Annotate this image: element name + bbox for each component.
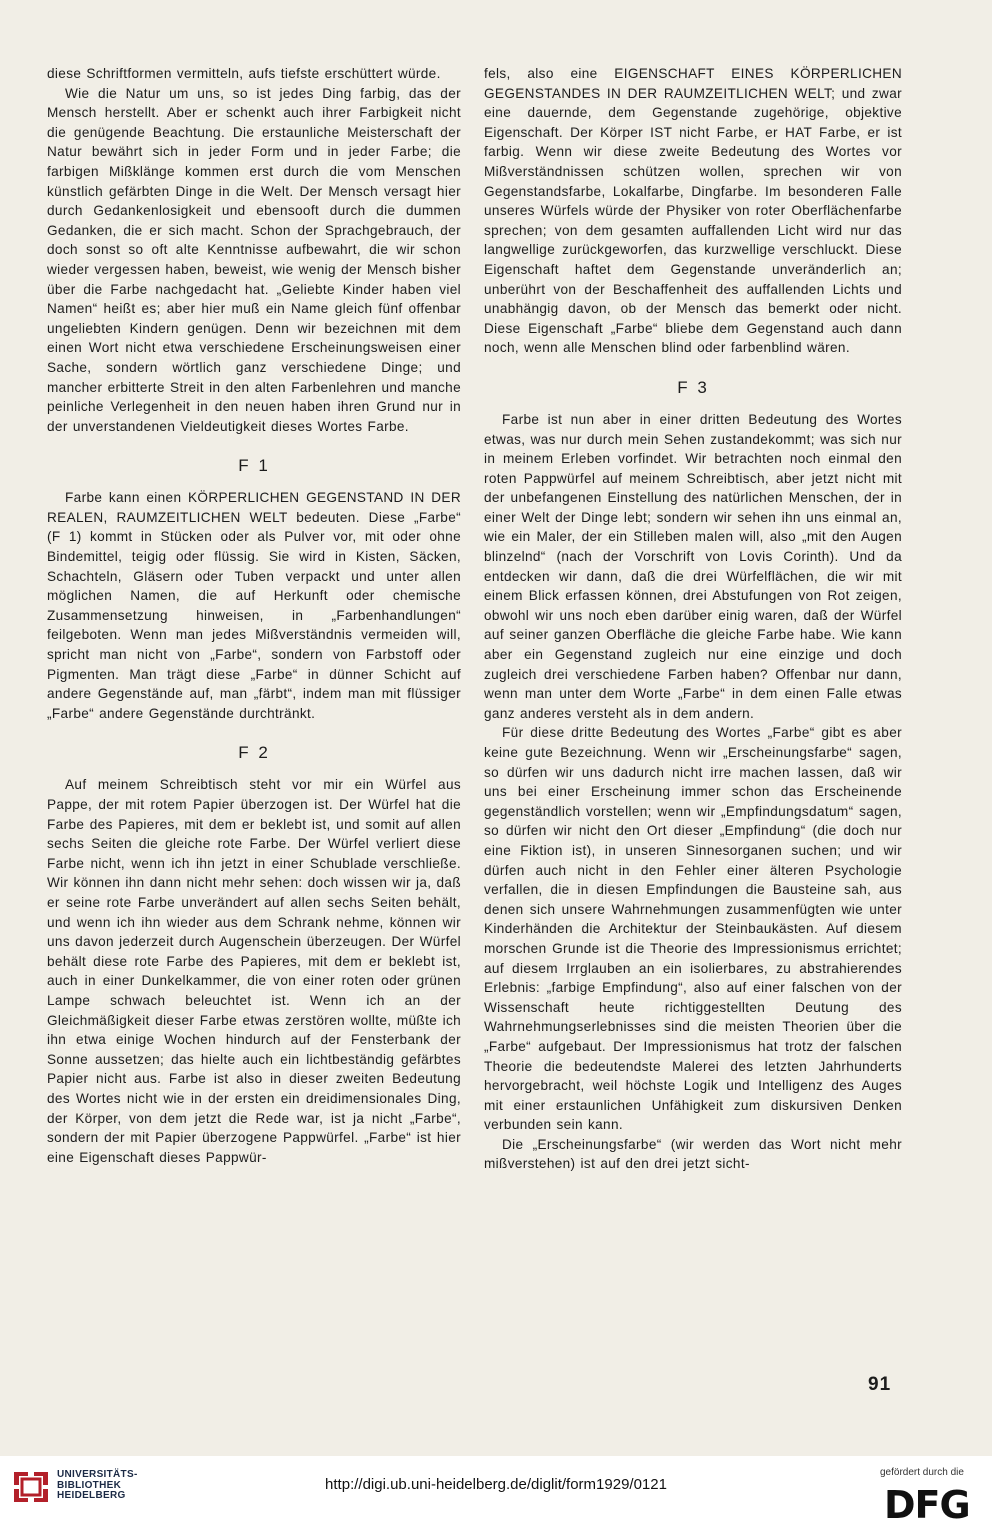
dfg-logo: DFG <box>884 1483 970 1527</box>
source-url-link[interactable]: http://digi.ub.uni-heidelberg.de/diglit/form1929/0121 <box>325 1476 667 1493</box>
right-paragraph-1: fels, also eine EIGENSCHAFT EINES KÖRPERLICHEN GEGENSTANDES IN DER RAUMZEITLICHEN WELT; und zwar eine dauernde, dem Gegenstande zugehörige, objektive Eigenschaft. Der Körper IST nicht Farbe, er HAT Farbe, er ist farbig. Wenn wir diese zweite Bedeutung des Wortes vor Mißverständnissen schützen wollen, sprechen wir von Gegenstandsfarbe, Lokalfarbe, Dingfarbe. Im besonderen Falle unseres Würfels würde der Physiker von roter Oberflächenfarbe sprechen; von dem gesamten auffallenden Licht wird nur das langwellige zurückgeworfen, das kurzwellige verschluckt. Diese Eigenschaft haftet dem Gegenstande unveränderlich an; unberührt von der Beschaffenheit des auffallenden Lichts und unabhängig davon, ob der Mensch das bemerkt oder nicht. Diese Eigenschaft „Farbe“ bliebe dem Gegenstand auch dann noch, wenn alle Menschen blind oder farbenblind wären. <box>484 66 902 356</box>
left-paragraph-2: Wie die Natur um uns, so ist jedes Ding farbig, das der Mensch herstellt. Aber er schenkt auch ihrer Farbigkeit nicht die genügende Beachtung. Die erstaunliche Meisterschaft der Natur bewährt sich in jeder Form und in jeder Farbe; die farbigen Mißklänge kommen erst durch die vom Menschen künstlich gefärbten Dinge in die Welt. Der Mensch versagt hier durch Gedankenlosigkeit und ebensooft durch die dummen Gedanken, die er sich macht. Schon der Sprachgebrauch, der doch sonst so oft alte Kenntnisse aufbewahrt, die wir schon wieder vergessen haben, beweist, wie wenig der Mensch bisher über die Farbe nachgedacht hat. „Geliebte Kinder haben viel Namen“ heißt es; aber hier muß ein Name gleich fünf offenbar ungeliebten Kindern genügen. Denn wir bezeichnen mit dem einen Wort nicht etwa verschiedene Erscheinungsweisen einer Sache, sondern wörtlich ganz verschiedene Dinge; und mancher erbitterte Streit in den alten Farbenlehren und manche peinliche Verlegenheit in den neuen haben ihren Grund nur in der unverstandenen Vieldeutigkeit dieses Wortes Farbe. <box>47 85 461 434</box>
section-heading-f3: F 3 <box>677 377 709 397</box>
right-paragraph-2: Farbe ist nun aber in einer dritten Bedeutung des Wortes etwas, was nur durch mein Sehen zustandekommt; was sich nur in meinem Erleben vorfindet. Wir betrachten noch einmal den roten Pappwürfel auf meinem Schreibtisch, aber jetzt nicht mit der unbefangenen Einstellung des natürlichen Menschen, der in einer Welt der Dinge lebt; sondern wir sehen ihn uns einmal an, wie ein Maler, der ein Stilleben malen will, also „mit den Augen blinzelnd“ (nach der Vorschrift von Lovis Corinth). Und da entdecken wir dann, daß die drei Würfelflächen, die wir mit einem Blick erfassen können, drei Abstufungen von Rot zeigen, obwohl wir uns noch eben darüber einig waren, daß der Würfel auf seiner ganzen Oberfläche die gleiche Farbe habe. Wie kann aber ein Gegenstand zugleich nur eine einzige und doch zugleich drei verschiedene Farben haben? Offenbar nur dann, wenn man unter dem Worte „Farbe“ in dem einen Falle etwas ganz anderes versteht als in dem andern. <box>484 411 902 721</box>
left-paragraph-4: Auf meinem Schreibtisch steht vor mir ein Würfel aus Pappe, der mit rotem Papier überzogen ist. Der Würfel hat die Farbe des Papieres, mit dem er beklebt ist, und somit auf allen sechs Seiten die gleiche rote Farbe. Der Würfel verliert diese Farbe nicht, wenn ich ihn jetzt in einer Schublade verschließe. Wir können ihn dann nicht mehr sehen: doch wissen wir ja, daß er seine rote Farbe unverändert auf allen sechs Seiten behält, und wenn ich ihn wieder aus dem Schrank nehme, können wir uns davon jederzeit durch Augenschein überzeugen. Der Würfel behält diese rote Farbe des Papieres, mit dem er beklebt ist, auch in einer Dunkelkammer, die von einer roten oder grünen Lampe schwach beleuchtet ist. Wenn ich an der Gleichmäßigkeit dieser Farbe etwas zerstören wollte, müßte ich ihn etwa einige Wochen hindurch auf der Fensterbank der Sonne aussetzen; das hielte auch ein lichtbeständig gefärbtes Papier nicht aus. Farbe ist also in dieser zweiten Bedeutung des Wortes nicht wie in der ersten ein dreidimensionales Ding, der Körper, von dem jetzt die Rede war, ist ja nicht „Farbe“, sondern der mit Papier überzogene Pappwürfel. „Farbe“ ist hier eine Eigenschaft dieses Pappwür- <box>47 777 461 1165</box>
section-heading-f2: F 2 <box>238 743 270 763</box>
right-paragraph-3: Für diese dritte Bedeutung des Wortes „Farbe“ gibt es aber keine gute Bezeichnung. Wenn wir „Erscheinungsfarbe“ sagen, so dürfen wir uns dadurch nicht irre machen lassen, daß wir uns bei einer Erscheinung immer schon das Erscheinende gegenständlich vorstellen; wenn wir „Empfindungsdatum“ sagen, so dürfen wir nicht den Ort dieser „Empfindung“ (die doch nur eine Fiktion ist), in unseren Sinnesorganen suchen; und wir dürfen auch nicht in den Fehler einer älteren Psychologie verfallen, die in diesen Empfindungen die Bausteine sah, aus denen sich unsere Wahrnehmungen zusammenfügten wie unter Kinderhänden die Architektur der Steinbaukästen. Auf diesem morschen Grunde ist die Theorie des Impressionismus errichtet; auf diesem Irrglauben an ein isolierbares, zu abstrahierendes Erlebnis: „farbige Empfindung“, also auf einer falschen von der Wissenschaft heute richtiggestellten Deutung des Wahrnehmungserlebnisses sind die meisten Theorien über die „Farbe“ aufgebaut. Der Impressionismus hat trotz der falschen Theorie die bedeutendste Malerei des letzten Jahrhunderts hervorgebracht, weil höchste Logik und Intelligenz des Auges mit einer erstaunlichen Unfähigkeit zum diskursiven Denken verbunden sein kann. <box>484 725 902 1133</box>
funding-note: gefördert durch die <box>880 1467 964 1478</box>
page-number: 91 <box>868 1374 892 1395</box>
section-heading-f1: F 1 <box>238 456 270 476</box>
library-name-line-2: BIBLIOTHEK <box>57 1479 122 1491</box>
right-paragraph-4: Die „Erscheinungsfarbe“ (wir werden das Wort nicht mehr mißverstehen) ist auf den drei jetzt sicht- <box>484 1136 902 1172</box>
left-paragraph-1: diese Schriftformen vermitteln, aufs tiefste erschüttert würde. <box>47 66 441 81</box>
footer-bar <box>0 1456 992 1530</box>
library-name-line-1: UNIVERSITÄTS- <box>57 1469 138 1480</box>
left-column <box>47 64 461 1167</box>
right-column <box>484 64 902 1174</box>
left-paragraph-3: Farbe kann einen KÖRPERLICHEN GEGENSTAND IN DER REALEN, RAUMZEITLICHEN WELT bedeuten. Diese „Farbe“ (F 1) kommt in Stücken oder als Pulver vor, mit oder ohne Bindemittel, teigig oder flüssig. Sie wird in Kisten, Säcken, Schachteln, Gläsern oder Tuben verpackt und unter allen möglichen Namen, die auf Herkunft oder chemische Zusammensetzung hinweisen, in „Farbenhandlungen“ feilgeboten. Wenn man jedes Mißverständnis vermeiden will, spricht man nicht von „Farbe“, sondern von Farbstoff oder Pigmenten. Man trägt diese „Farbe“ in dünner Schicht auf andere Gegenstände auf, man „färbt“, indem man mit flüssiger „Farbe“ andere Gegenstände durchtränkt. <box>47 490 461 721</box>
library-name-line-3: HEIDELBERG <box>57 1490 126 1501</box>
